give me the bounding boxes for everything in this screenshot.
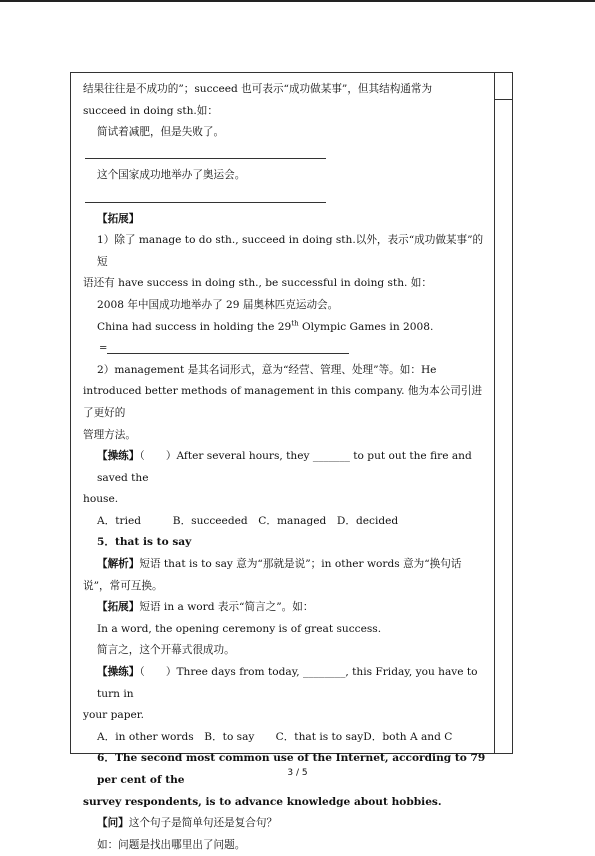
answer-options: A．in other words B．to say C．that is to sayD．both A and C xyxy=(97,730,453,743)
item-heading-continued: survey respondents, is to advance knowledge about hobbies. xyxy=(83,795,442,808)
text-fragment: Olympic Games in 2008. xyxy=(298,320,434,333)
text-line: succeed in doing sth.如： xyxy=(83,104,218,117)
question-line xyxy=(83,813,489,835)
text-line: your paper. xyxy=(83,709,145,722)
answer-blank[interactable] xyxy=(83,144,489,166)
answer-blank[interactable] xyxy=(83,187,489,209)
example-sentence xyxy=(83,317,489,339)
answer-blank[interactable] xyxy=(97,338,489,360)
item-heading: 6．The second most common use of the Internet, according to 79 per cent of the xyxy=(97,752,486,786)
example-sentence: 简试着减肥，但是失败了。 xyxy=(97,126,225,139)
example-sentence: 2008 年中国成功地举办了 29 届奥林匹克运动会。 xyxy=(97,298,339,311)
section-heading-extension: 【拓展】 xyxy=(97,212,140,225)
text-line: 1）除了 manage to do sth., succeed in doing sth.以外，表示“成功做某事”的短 xyxy=(97,234,484,268)
page-top-rule xyxy=(0,0,595,2)
exercise-question xyxy=(83,662,489,705)
text-line: 管理方法。 xyxy=(83,428,136,441)
question-text: （ ）After several hours, they _______ to put out the fire and saved the xyxy=(97,450,472,484)
example-sentence: 这个国家成功地举办了奥运会。 xyxy=(97,169,246,182)
superscript: th xyxy=(291,319,299,327)
example-sentence: 简言之，这个开幕式很成功。 xyxy=(97,644,235,657)
question-text: （ ）Three days from today, ________, this Friday, you have to turn in xyxy=(97,666,478,700)
extension-text: 短语 in a word 表示“简言之”。如： xyxy=(139,601,314,614)
text-line: 2）management 是其名词形式，意为“经营、管理、处理”等。如：He xyxy=(97,363,437,376)
text-line: 结果往往是不成功的”；succeed 也可表示“成功做某事”，但其结构通常为 xyxy=(83,83,433,95)
column-divider xyxy=(494,73,495,753)
text-line: 说”，常可互换。 xyxy=(83,579,163,592)
text-line: house. xyxy=(83,493,119,506)
analysis-label: 【解析】 xyxy=(97,558,140,571)
equals-sign: = xyxy=(99,343,108,355)
question-text: 这个句子是简单句还是复合句？ xyxy=(128,817,278,830)
right-column-rule xyxy=(494,99,513,100)
analysis-line xyxy=(83,554,489,576)
text-line: 语还有 have success in doing sth., be successful in doing sth. 如： xyxy=(83,277,432,290)
item-heading: 5．that is to say xyxy=(97,536,192,549)
example-sentence: 如：问题是找出哪里出了问题。 xyxy=(97,838,246,851)
practice-label: 【操练】 xyxy=(97,450,140,463)
page-number: 3 / 5 xyxy=(287,768,308,778)
extension-label: 【拓展】 xyxy=(97,601,140,614)
text-line: introduced better methods of management in this company. 他为本公司引进了更好的 xyxy=(83,385,483,419)
extension-line xyxy=(83,597,489,619)
text-fragment: China had success in holding the 29 xyxy=(97,320,292,333)
practice-label: 【操练】 xyxy=(97,666,140,679)
answer-options: A．tried B．succeeded C．managed D．decided xyxy=(97,514,399,527)
example-sentence: In a word, the opening ceremony is of great success. xyxy=(97,622,382,635)
analysis-text: 短语 that is to say 意为“那就是说”；in other words 意为“换句话 xyxy=(139,558,462,571)
main-cell-content xyxy=(83,79,489,856)
exercise-question xyxy=(83,446,489,489)
question-label: 【问】 xyxy=(97,817,129,830)
